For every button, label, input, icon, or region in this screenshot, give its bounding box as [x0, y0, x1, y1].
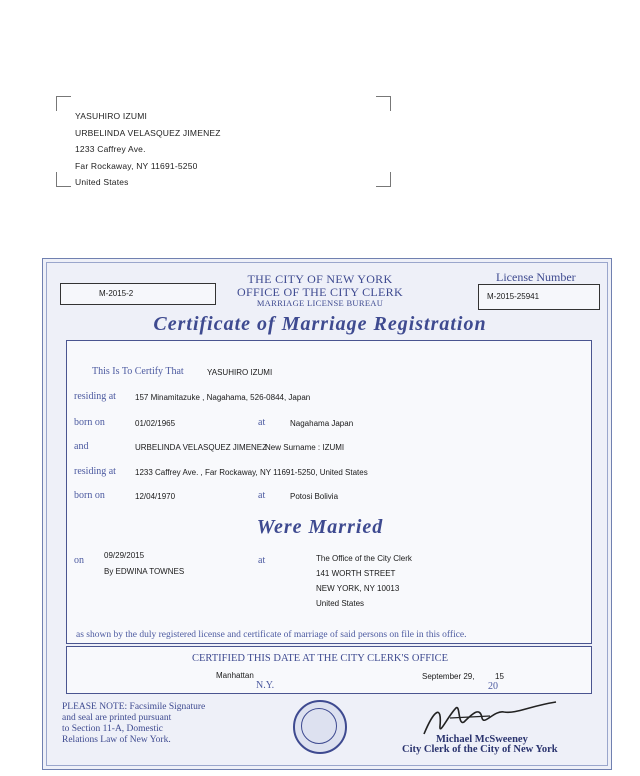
on-label: on [74, 555, 84, 566]
certified-borough: Manhattan [216, 671, 254, 680]
person2-residence: 1233 Caffrey Ave. , Far Rockaway, NY 11691-5250, United States [135, 468, 368, 477]
signer-name: Michael McSweeney [436, 734, 528, 745]
left-number-box [60, 283, 216, 305]
at-label-1: at [258, 417, 266, 428]
left-number: M-2015-2 [99, 289, 134, 298]
address-line: YASUHIRO IZUMI [75, 111, 148, 121]
note-line: Relations Law of New York. [62, 735, 171, 745]
person2-name: URBELINDA VELASQUEZ JIMENEZ [135, 443, 268, 452]
address-line: United States [75, 177, 129, 187]
certified-date: September 29, [422, 672, 475, 681]
note-line: to Section 11-A, Domestic [62, 724, 163, 734]
header-bureau: MARRIAGE LICENSE BUREAU [256, 298, 384, 308]
were-married-heading: Were Married [256, 516, 384, 538]
license-number-label: License Number [496, 270, 576, 284]
city-seal-icon [293, 700, 347, 754]
new-surname: New Surname : IZUMI [265, 443, 345, 452]
at-label-2: at [258, 490, 266, 501]
person1-residence: 157 Minamitazuke , Nagahama, 526-0844, Japan [135, 393, 311, 402]
location-line: NEW YORK, NY 10013 [316, 584, 400, 593]
born-label-1: born on [74, 417, 105, 428]
header-office: OFFICE OF THE CITY CLERK [237, 285, 403, 299]
person1-birth-place: Nagahama Japan [290, 419, 354, 428]
and-label: and [74, 441, 89, 452]
window-corner-top-right [376, 96, 391, 111]
location-line: The Office of the City Clerk [316, 554, 412, 563]
facsimile-note [62, 702, 205, 746]
person2-birth-place: Potosi Bolivia [290, 492, 339, 501]
license-statement: as shown by the duly registered license and certificate of marriage of said persons on file in this office. [76, 630, 467, 640]
certificate-title: Certificate of Marriage Registration [153, 313, 487, 335]
certified-heading: CERTIFIED THIS DATE AT THE CITY CLERK'S OFFICE [191, 653, 449, 664]
header-city: THE CITY OF NEW YORK [247, 272, 393, 286]
note-line: and seal are printed pursuant [62, 713, 172, 723]
ceremony-location [316, 551, 412, 611]
certified-year-prefix: 20 [488, 681, 498, 692]
marriage-date: 09/29/2015 [104, 551, 145, 560]
license-number: M-2015-25941 [487, 292, 540, 301]
address-line: URBELINDA VELASQUEZ JIMENEZ [75, 127, 221, 138]
location-line: 141 WORTH STREET [316, 569, 396, 578]
window-corner-bottom-right [376, 172, 391, 187]
address-line: 1233 Caffrey Ave. [75, 144, 146, 154]
officiant: By EDWINA TOWNES [104, 567, 185, 576]
signer-title: City Clerk of the City of New York [402, 744, 558, 755]
certify-label: This Is To Certify That [92, 366, 184, 377]
certified-state: N.Y. [256, 680, 275, 691]
residing-label-2: residing at [74, 466, 116, 477]
ceremony-at-label: at [258, 555, 266, 566]
note-line: PLEASE NOTE: Facsimile Signature [62, 702, 206, 712]
license-number-box [478, 284, 600, 310]
window-corner-bottom-left [56, 172, 71, 187]
certified-year-suffix: 15 [495, 672, 504, 681]
address-line: Far Rockaway, NY 11691-5250 [75, 160, 198, 171]
window-corner-top-left [56, 96, 71, 111]
person1-birth-date: 01/02/1965 [135, 419, 176, 428]
person2-birth-date: 12/04/1970 [135, 492, 176, 501]
location-line: United States [316, 599, 365, 608]
mailing-address [75, 108, 221, 191]
person1-name: YASUHIRO IZUMI [207, 368, 273, 377]
residing-label-1: residing at [74, 391, 116, 402]
born-label-2: born on [74, 490, 105, 501]
